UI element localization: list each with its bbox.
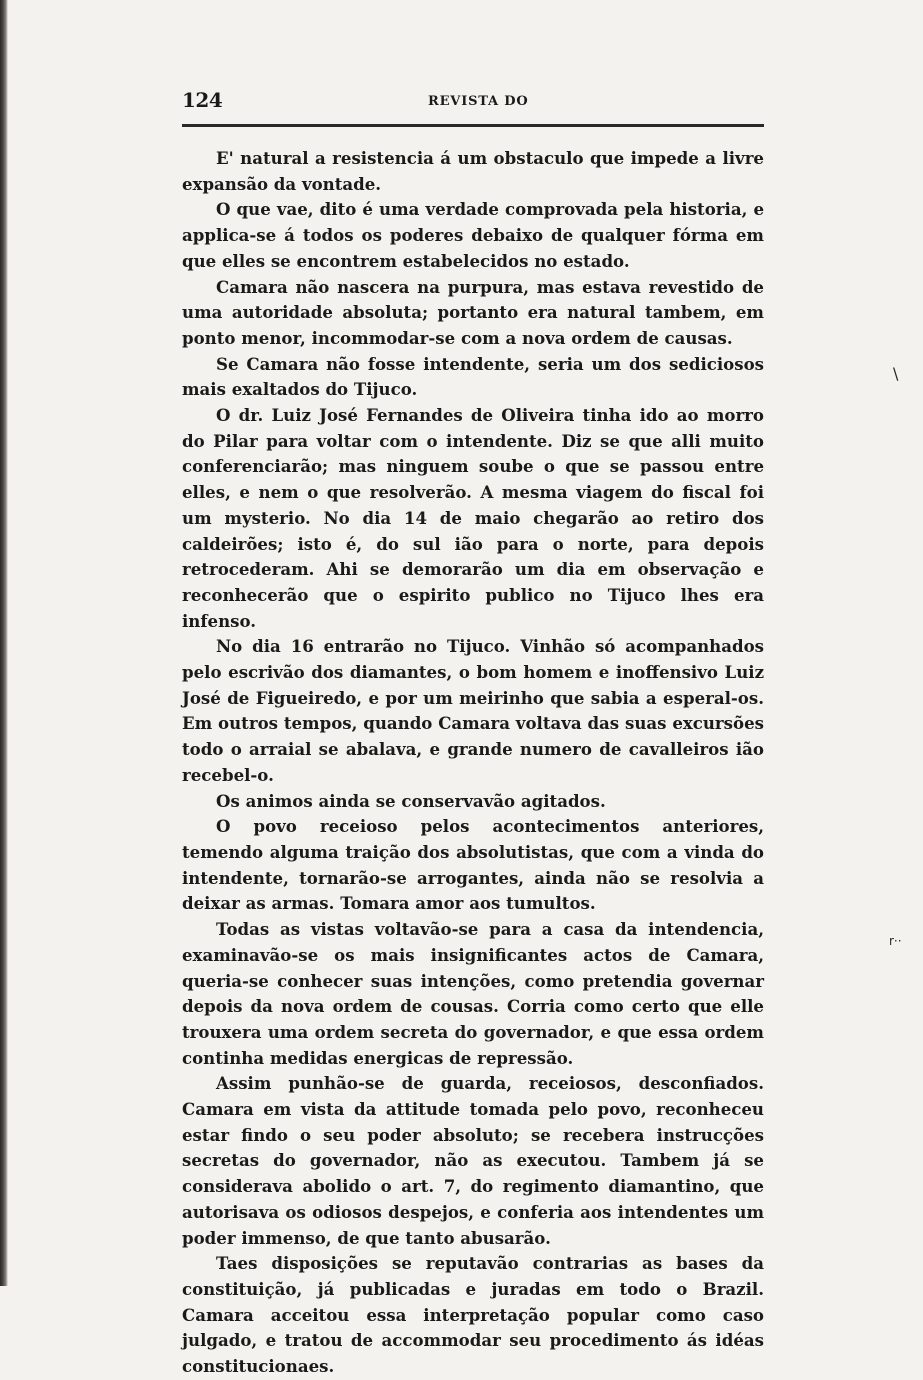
paragraph: Todas as vistas voltavão-se para a casa da intendencia, examinavão-se os mais insignificantes actos de Camara, queria-se conhecer suas intenções, como pretendia governar depois da nova ordem de cousas. Corria como certo que elle trouxera uma ordem secreta do governador, e que essa ordem continha medidas energicas de repressão. bbox=[182, 919, 764, 1068]
paragraph: Camara não nascera na purpura, mas estava revestido de uma autoridade absoluta; portanto era natural tambem, em ponto menor, incommodar-se com a nova ordem de causas. bbox=[182, 276, 764, 348]
paragraph: Taes disposições se reputavão contrarias as bases da constituição, já publicadas e juradas em todo o Brazil. Camara acceitou essa interpretação popular como caso julgado, e tratou de accommodar seu procedimento ás idéas constitucionaes. bbox=[182, 1253, 764, 1377]
page-number: 124 bbox=[182, 88, 223, 112]
running-head: REVISTA DO bbox=[428, 94, 529, 109]
margin-mark: \ bbox=[893, 364, 899, 383]
paragraph: O povo receioso pelos acontecimentos anteriores, temendo alguma traição dos absolutistas, que com a vinda do intendente, tornarão-se arrogantes, ainda não se resolvia a deixar as armas. Tomara amor aos tumultos. bbox=[182, 816, 764, 914]
body-text bbox=[182, 146, 764, 1380]
paragraph: E' natural a resistencia á um obstaculo que impede a livre expansão da vontade. bbox=[182, 148, 764, 194]
paragraph: O dr. Luiz José Fernandes de Oliveira tinha ido ao morro do Pilar para voltar com o intendente. Diz se que alli muito conferenciarão; mas ninguem soube o que se passou entre elles, e nem o que resolverão. A mesma viagem do fiscal foi um mysterio. No dia 14 de maio chegarão ao retiro dos caldeirões; isto é, do sul ião para o norte, para depois retrocederam. Ahi se demorarão um dia em observação e reconhecerão que o espirito publico no Tijuco lhes era infenso. bbox=[182, 405, 764, 631]
paragraph: Assim punhão-se de guarda, receiosos, desconfiados. Camara em vista da attitude tomada pelo povo, reconheceu estar findo o seu poder absoluto; se recebera instrucções secretas do governador, não as executou. Tambem já se considerava abolido o art. 7, do regimento diamantino, que autorisava os odiosos despejos, e conferia aos intendentes um poder immenso, de que tanto abusarão. bbox=[182, 1073, 764, 1248]
margin-mark: r·· bbox=[889, 934, 902, 948]
page-header bbox=[182, 86, 764, 120]
paragraph: Se Camara não fosse intendente, seria um dos sediciosos mais exaltados do Tijuco. bbox=[182, 353, 764, 400]
paragraph: O que vae, dito é uma verdade comprovada pela historia, e applica-se á todos os poderes debaixo de qualquer fórma em que elles se encontrem estabelecidos no estado. bbox=[182, 199, 764, 271]
paragraph: Os animos ainda se conservavão agitados. bbox=[216, 790, 606, 811]
header-rule bbox=[182, 124, 764, 127]
paragraph: No dia 16 entrarão no Tijuco. Vinhão só acompanhados pelo escrivão dos diamantes, o bom homem e inoffensivo Luiz José de Figueiredo, e por um meirinho que sabia a esperal-os. Em outros tempos, quando Camara voltava das suas excursões todo o arraial se abalava, e grande numero de cavalleiros ião recebel-o. bbox=[182, 636, 764, 785]
